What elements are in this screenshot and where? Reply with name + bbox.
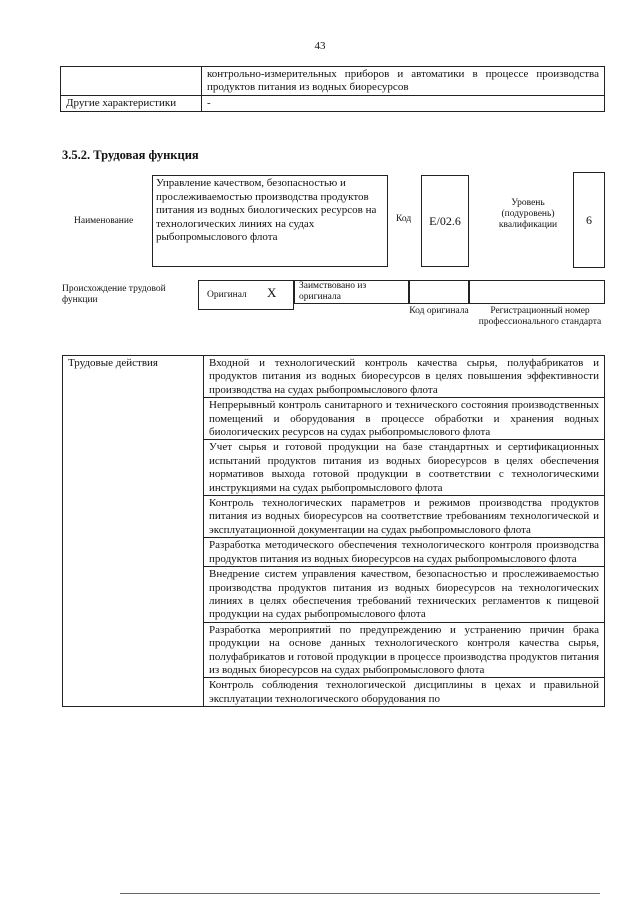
- borrowed-box: [294, 280, 409, 304]
- labor-actions-label: Трудовые действия: [63, 356, 204, 707]
- origin-label: Происхождение трудовой функции: [62, 284, 166, 305]
- labor-action-item: Контроль соблюдения технологической дисциплины в цехах и правильной эксплуатации технологического оборудования по: [204, 678, 605, 707]
- function-name-box: Управление качеством, безопасностью и прослеживаемостью производства продуктов питания из водных биологических ресурсов на технологических линиях на судах рыбопромыслового флота: [152, 175, 388, 267]
- level-label: Уровень (подуровень) квалификации: [498, 198, 558, 230]
- code-original-box: [409, 280, 469, 304]
- function-code-box: E/02.6: [421, 175, 469, 267]
- original-box: [198, 280, 294, 310]
- row-value: контрольно-измерительных приборов и автоматики в процессе производства продуктов питания из водных биоресурсов: [202, 67, 605, 96]
- labor-action-item: Разработка методического обеспечения технологического контроля производства продуктов питания из водных биоресурсов на судах рыбопромыслового флота: [204, 538, 605, 567]
- table-row: [63, 356, 605, 398]
- section-title: 3.5.2. Трудовая функция: [62, 148, 199, 162]
- labor-action-item: Входной и технологический контроль качества сырья, полуфабрикатов и продуктов питания из водных биоресурсов в целях повышения эффективности производства на судах рыбопромыслового флота: [204, 356, 605, 398]
- labor-action-item: Контроль технологических параметров и режимов производства продуктов питания из водных биоресурсов на соответствие требованиям технологической и эксплуатационной документации на судах рыбопромыслового флота: [204, 496, 605, 538]
- borrowed-label: Заимствовано из оригинала: [299, 281, 367, 302]
- original-mark: X: [267, 285, 277, 300]
- code-original-label: Код оригинала: [409, 306, 469, 316]
- original-label: Оригинал: [207, 290, 247, 300]
- row-label: Другие характеристики: [61, 96, 202, 112]
- level-value-box: 6: [573, 172, 605, 268]
- labor-action-item: Учет сырья и готовой продукции на базе стандартных и сертификационных испытаний продуктов питания из водных биоресурсов в целях обеспечения нормативов выхода готовой продукции в соответствии с технологическими инструкциями на судах рыбопромыслового флота: [204, 440, 605, 496]
- labor-action-item: Разработка мероприятий по предупреждению и устранению причин брака продукции на основе данных технологического контроля качества сырья, полуфабрикатов и готовой продукции в процессе производства продуктов питания из водных биоресурсов на судах рыбопромыслового флота: [204, 622, 605, 678]
- scan-edge-line: [120, 893, 600, 894]
- code-label: Код: [396, 214, 412, 224]
- labor-actions-table: [62, 355, 605, 707]
- row-label: [61, 67, 202, 96]
- table-row: [61, 67, 605, 96]
- reg-number-label: Регистрационный номер профессионального стандарта: [478, 306, 602, 327]
- page-number: 43: [314, 40, 326, 52]
- name-label: Наименование: [74, 216, 134, 226]
- row-value: -: [202, 96, 605, 112]
- reg-number-box: [469, 280, 605, 304]
- table-row: [61, 96, 605, 112]
- labor-action-item: Внедрение систем управления качеством, безопасностью и прослеживаемостью производства продуктов питания из водных биоресурсов на технологических линиях в целях обеспечения требований технических регламентов к пищевой продукции на судах рыбопромыслового флота: [204, 567, 605, 623]
- labor-action-item: Непрерывный контроль санитарного и технического состояния производственных помещений и оборудования в процессе обработки и хранения водных биологических ресурсов на судах рыбопромыслового флота: [204, 398, 605, 440]
- continuation-table: [60, 66, 605, 112]
